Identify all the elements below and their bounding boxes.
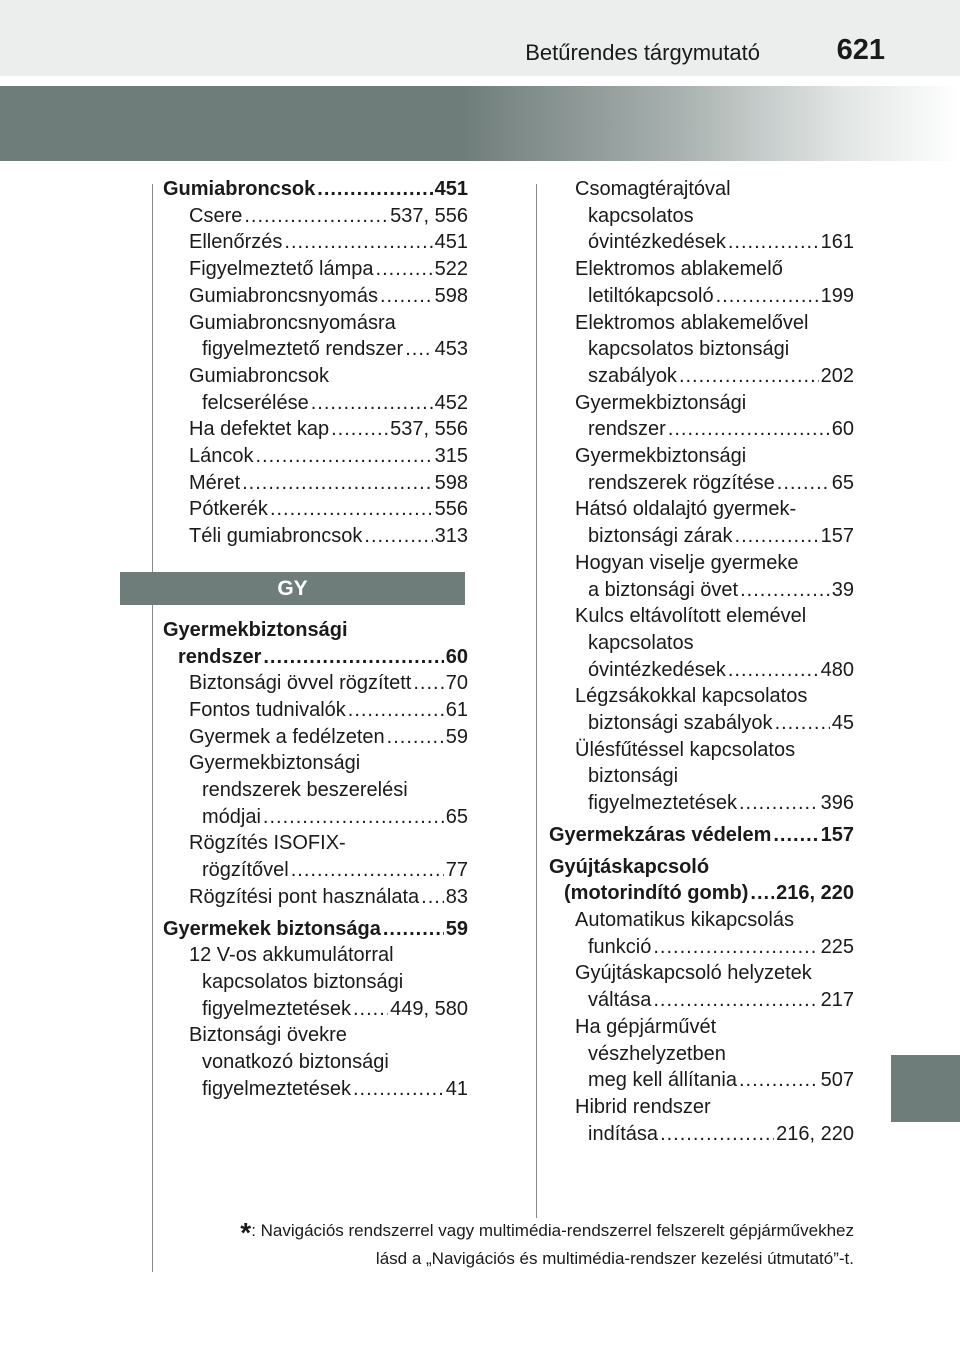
index-subentry: Rögzítési pont használata ..... 83 <box>163 884 468 911</box>
index-subentry: Figyelmeztető lámpa ..... 522 <box>163 256 468 283</box>
index-entry-cont: rendszer ..... 60 <box>163 644 468 671</box>
index-subentry-cont: letiltókapcsoló ..... 199 <box>549 283 854 310</box>
index-subentry-cont: kapcsolatos <box>588 631 694 654</box>
index-subentry: Hibrid rendszer <box>575 1095 711 1118</box>
index-subentry: 12 V-os akkumulátorral <box>189 944 394 967</box>
index-subentry: Csomagtérajtóval <box>575 178 731 200</box>
index-subentry: Elektromos ablakemelővel <box>575 311 809 334</box>
index-entry-gyermekzaras-vedelem: Gyermekzáras védelem ..... 157 <box>549 822 854 849</box>
index-subentry-cont: váltása ..... 217 <box>549 987 854 1014</box>
index-subentry: Méret ..... 598 <box>163 470 468 497</box>
index-subentry: Automatikus kikapcsolás <box>575 908 794 931</box>
index-subentry: Hátsó oldalajtó gyermek- <box>575 498 797 521</box>
footnote-line-1: *: Navigációs rendszerrel vagy multimédia-rendszerrel felszerelt gépjárművekhez <box>240 1217 854 1248</box>
index-subentry: Légzsákokkal kapcsolatos <box>575 685 808 708</box>
index-subentry: Ülésfűtéssel kapcsolatos <box>575 738 796 761</box>
index-subentry: Láncok ..... 315 <box>163 443 468 470</box>
index-subentry-cont: felcserélése ..... 452 <box>163 390 468 417</box>
index-subentry-cont: kapcsolatos biztonsági <box>202 970 404 993</box>
middle-column-rule <box>536 184 537 1218</box>
section-header-gy: GY <box>120 572 465 605</box>
footnote-star: * <box>240 1217 252 1248</box>
index-subentry: Gyermekbiztonsági <box>575 391 747 414</box>
index-subentry-cont: meg kell állítania ..... 507 <box>549 1067 854 1094</box>
index-subentry-cont: biztonsági szabályok ..... 45 <box>549 710 854 737</box>
index-subentry: Gyújtáskapcsoló helyzetek <box>575 962 812 985</box>
index-subentry-cont: rendszerek rögzítése ..... 65 <box>549 470 854 497</box>
index-subentry-cont: szabályok ..... 202 <box>549 363 854 390</box>
left-column-rule <box>152 184 153 1272</box>
index-subentry: Kulcs eltávolított elemével <box>575 605 807 628</box>
index-subentry-cont: funkció ..... 225 <box>549 934 854 961</box>
index-subentry: Gyermekbiztonsági <box>189 752 361 775</box>
index-subentry: Ha gépjárművét <box>575 1015 717 1038</box>
index-subentry: Ha defektet kap ..... 537, 556 <box>163 416 468 443</box>
index-subentry-cont: indítása ..... 216, 220 <box>549 1121 854 1148</box>
index-entry-gyujtaskapcsolo: Gyújtáskapcsoló <box>549 855 710 878</box>
index-subentry-cont: kapcsolatos biztonsági <box>588 338 790 361</box>
footnote <box>160 1218 854 1272</box>
index-subentry: Biztonsági övekre <box>189 1024 347 1047</box>
index-subentry-cont: óvintézkedések ..... 480 <box>549 657 854 684</box>
index-subentry: Biztonsági övvel rögzített ..... 70 <box>163 670 468 697</box>
index-subentry: Pótkerék ..... 556 <box>163 496 468 523</box>
index-entry-gyermekek-biztonsaga: Gyermekek biztonsága ..... 59 <box>163 916 468 943</box>
index-entry-gumiabroncsok: Gumiabroncsok ..... 451 <box>163 176 468 203</box>
index-entry-cont: (motorindító gomb) ..... 216, 220 <box>549 880 854 907</box>
index-subentry: Fontos tudnivalók ..... 61 <box>163 697 468 724</box>
index-subentry: Rögzítés ISOFIX- <box>189 832 346 855</box>
index-subentry-cont: rendszerek beszerelési <box>202 779 408 802</box>
index-subentry-cont: figyelmeztetések ..... 449, 580 <box>163 996 468 1023</box>
header-band <box>0 86 960 161</box>
index-subentry-cont: figyelmeztetések ..... 396 <box>549 790 854 817</box>
header-title: Betűrendes tárgymutató <box>525 40 760 65</box>
index-subentry: Csere ..... 537, 556 <box>163 203 468 230</box>
index-subentry-cont: vészhelyzetben <box>588 1042 726 1065</box>
index-subentry-cont: biztonsági <box>588 765 679 788</box>
index-subentry-cont: biztonsági zárak ..... 157 <box>549 523 854 550</box>
index-subentry: Téli gumiabroncsok ..... 313 <box>163 523 468 550</box>
chapter-side-tab <box>891 1055 960 1122</box>
index-right-column <box>549 176 854 1147</box>
index-subentry-cont: a biztonsági övet ..... 39 <box>549 577 854 604</box>
index-subentry: Ellenőrzés ..... 451 <box>163 229 468 256</box>
index-subentry: Elektromos ablakemelő <box>575 258 783 281</box>
index-subentry: Hogyan viselje gyermeke <box>575 551 799 574</box>
index-left-column <box>163 176 468 1103</box>
index-subentry-cont: figyelmeztető rendszer ..... 453 <box>163 336 468 363</box>
index-subentry-cont: vonatkozó biztonsági <box>202 1051 389 1074</box>
index-subentry-cont: módjai ..... 65 <box>163 804 468 831</box>
index-entry-gyermekbiztonsagi: Gyermekbiztonsági <box>163 618 348 641</box>
index-subentry: Gumiabroncsnyomásra <box>189 311 396 334</box>
index-subentry-cont: óvintézkedések ..... 161 <box>549 229 854 256</box>
page-number: 621 <box>836 34 885 66</box>
index-subentry: Gyermekbiztonsági <box>575 445 747 468</box>
index-subentry-cont: rögzítővel ..... 77 <box>163 857 468 884</box>
index-subentry: Gumiabroncsnyomás ..... 598 <box>163 283 468 310</box>
footnote-line-2: lásd a „Navigációs és multimédia-rendszer kezelési útmutató”-t. <box>375 1249 854 1268</box>
index-subentry: Gumiabroncsok <box>189 364 330 387</box>
index-subentry-cont: rendszer ..... 60 <box>549 416 854 443</box>
index-subentry-cont: kapcsolatos <box>588 204 694 227</box>
header-bar <box>0 0 960 76</box>
index-subentry: Gyermek a fedélzeten ..... 59 <box>163 724 468 751</box>
index-subentry-cont: figyelmeztetések ..... 41 <box>163 1076 468 1103</box>
